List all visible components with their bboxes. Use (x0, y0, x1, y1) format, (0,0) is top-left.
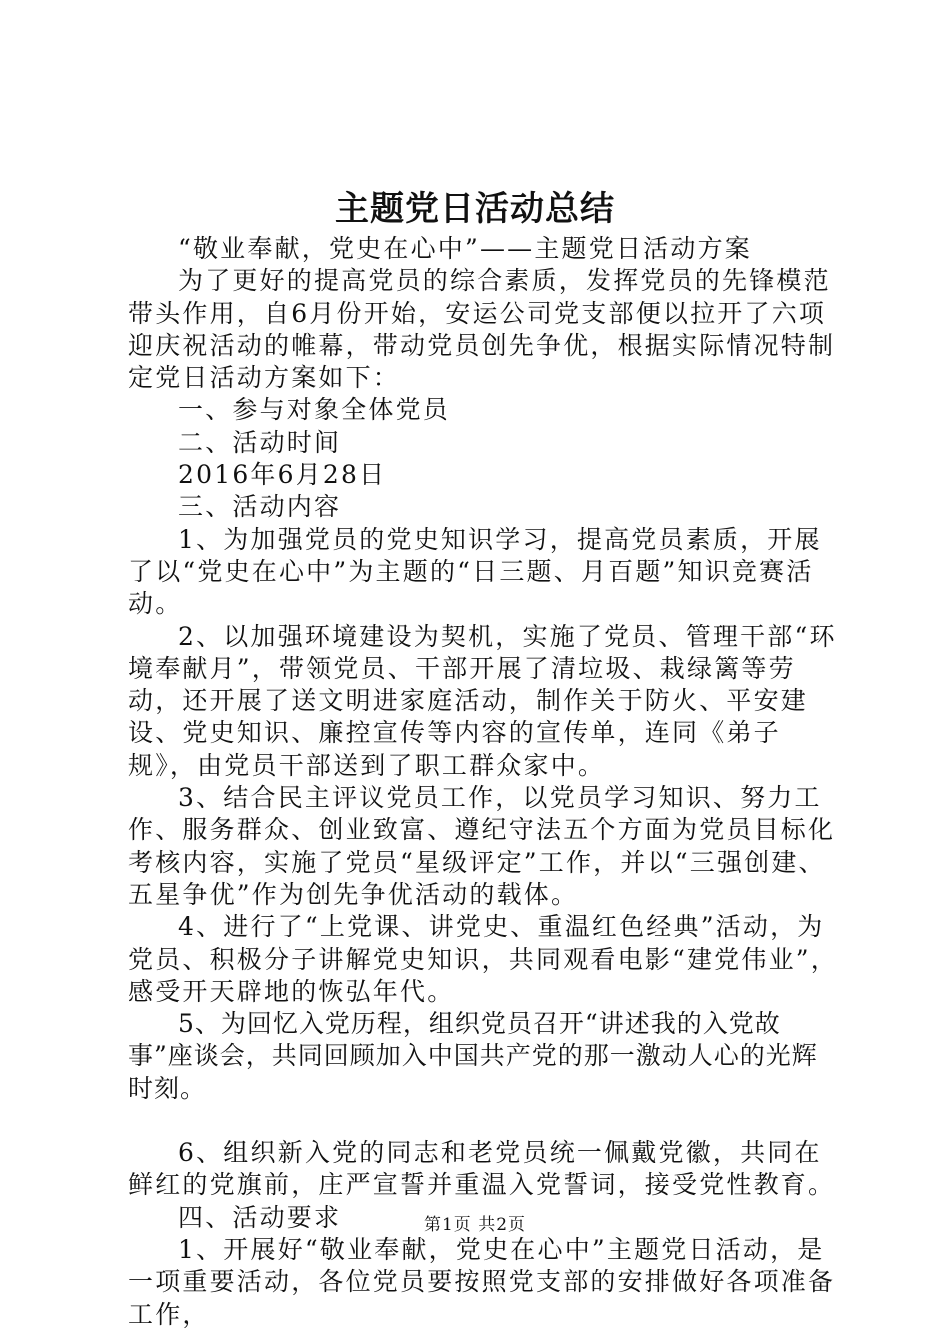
paragraph-section-time: 二、活动时间 (178, 427, 342, 457)
paragraph-item-3: 3、结合民主评议党员工作，以党员学习知识、努力工作、服务群众、创业致富、遵纪守法五个方面为党员目标化考核内容，实施了党员“星级评定”工作，并以“三强创建、五星争优”作为创先争优活动的载体。 (128, 783, 836, 909)
paragraph-section-content: 三、活动内容 (178, 492, 342, 522)
paragraph-item-2: 2、以加强环境建设为契机，实施了党员、管理干部“环境奉献月”，带领党员、干部开展了清垃圾、栽绿篱等劳动，还开展了送文明进家庭活动，制作关于防火、平安建设、党史知识、廉控宣传等内容的宣传单，连同《弟子规》，由党员干部送到了职工群众家中。 (128, 621, 837, 780)
paragraph-item-5: 5、为回忆入党历程，组织党员召开“讲述我的入党故事”座谈会，共同回顾加入中国共产党的那一激动人心的光辉时刻。 (128, 1009, 818, 1103)
page-footer: 第1页 共2页 (423, 1215, 527, 1235)
document-body (128, 233, 840, 1331)
paragraph-section-participants: 一、参与对象全体党员 (178, 395, 451, 425)
paragraph-subtitle: “敬业奉献，党史在心中”——主题党日活动方案 (178, 234, 752, 263)
paragraph-date: 2016年6月28日 (178, 460, 387, 490)
paragraph-intro: 为了更好的提高党员的综合素质，发挥党员的先锋模范带头作用，自6月份开始，安运公司党支部便以拉开了六项迎庆祝活动的帷幕，带动党员创先争优，根据实际情况特制定党日活动方案如下： (128, 266, 836, 393)
paragraph-section-requirements: 四、活动要求 (178, 1202, 342, 1232)
paragraph-item-1: 1、为加强党员的党史知识学习，提高党员素质，开展了以“党史在心中”为主题的“日三题、月百题”知识竞赛活动。 (128, 524, 822, 619)
paragraph-item-4: 4、进行了“上党课、讲党史、重温红色经典”活动，为党员、积极分子讲解党史知识，共同观看电影“建党伟业”，感受开天辟地的恢弘年代。 (128, 912, 838, 1006)
paragraph-requirement-1: 1、开展好“敬业奉献，党史在心中”主题党日活动，是一项重要活动，各位党员要按照党支部的安排做好各项准备工作， (128, 1234, 836, 1329)
document-title: 主题党日活动总结 (335, 189, 615, 229)
paragraph-item-6: 6、组织新入党的同志和老党员统一佩戴党徽，共同在鲜红的党旗前，庄严宣誓并重温入党誓词，接受党性教育。 (128, 1138, 836, 1200)
